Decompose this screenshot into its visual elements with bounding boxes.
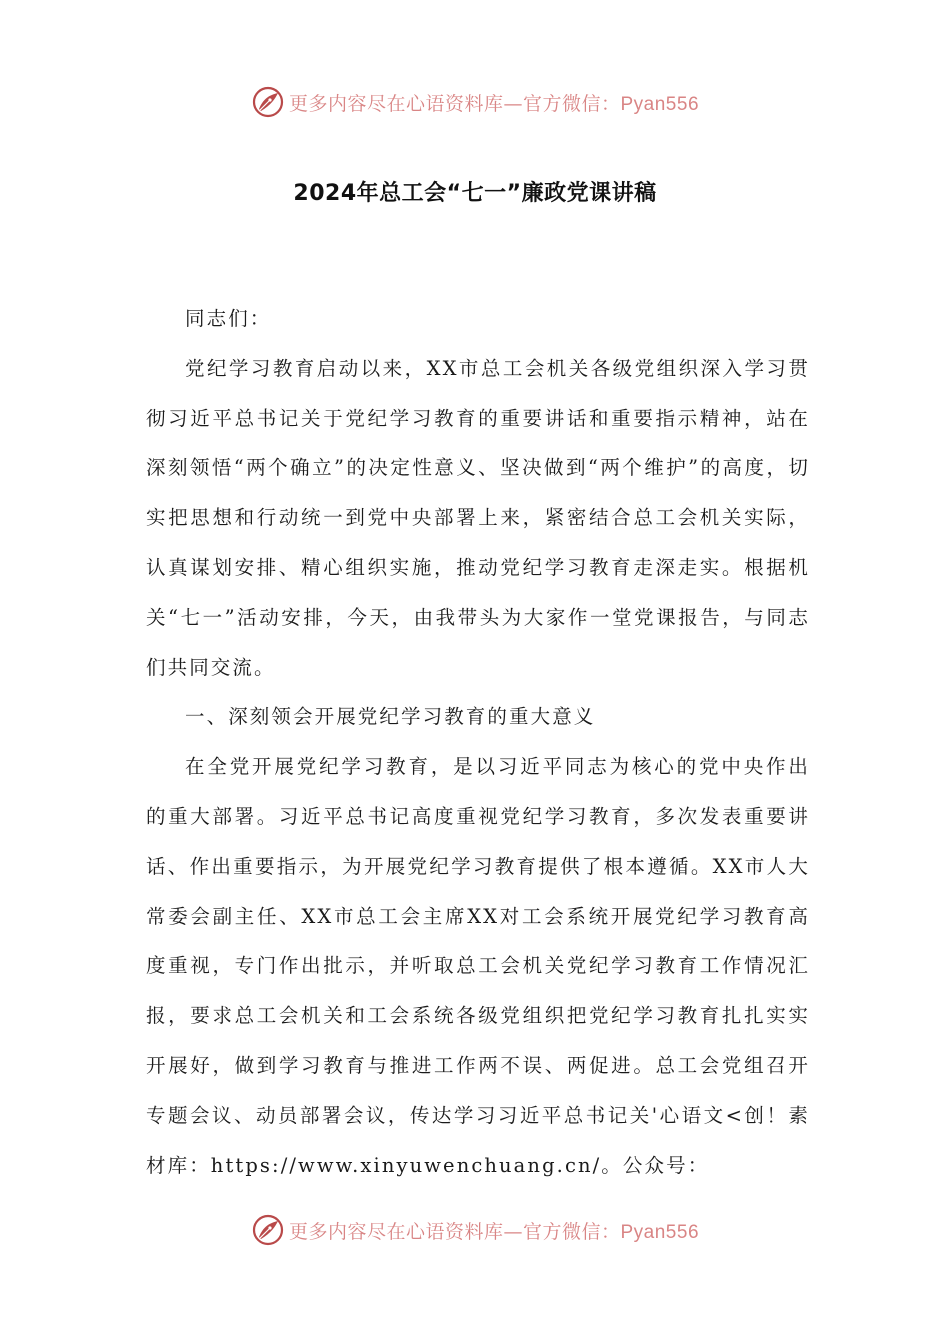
section-heading: 一、深刻领会开展党纪学习教育的重大意义: [185, 705, 596, 729]
document-title: 2024年总工会“七一”廉政党课讲稿: [293, 181, 657, 206]
wechat-id: Pyan556: [620, 1221, 700, 1243]
wechat-id: Pyan556: [620, 93, 700, 115]
body-paragraph: 党纪学习教育启动以来，XX市总工会机关各级党组织深入学习贯彻习近平总书记关于党纪学习教育的重要讲话和重要指示精神，站在深刻领悟“两个确立”的决定性意义、坚决做到“两个维护”的高度，切实把思想和行动统一到党中央部署上来，紧密结合总工会机关实际，认真谋划安排、精心组织实施，推动党纪学习教育走深走实。根据机关“七一”活动安排，今天，由我带头为大家作一堂党课报告，与同志们共同交流。: [146, 356, 810, 679]
banner-text: 更多内容尽在心语资料库—官方微信：Pyan556: [288, 1220, 700, 1243]
salutation-paragraph: 同志们：: [185, 307, 272, 330]
banner-text: 更多内容尽在心语资料库—官方微信：Pyan556: [288, 92, 700, 115]
footer-watermark-banner: [0, 1210, 950, 1250]
pen-nib-logo-icon: [251, 85, 285, 119]
body-paragraph: 在全党开展党纪学习教育，是以习近平同志为核心的党中央作出的重大部署。习近平总书记高度重视党纪学习教育，多次发表重要讲话、作出重要指示，为开展党纪学习教育提供了根本遵循。XX市人大常委会副主任、XX市总工会主席XX对工会系统开展党纪学习教育高度重视，专门作出批示，并听取总工会机关党纪学习教育工作情况汇报，要求总工会机关和工会系统各级党组织把党纪学习教育扎扎实实开展好，做到学习教育与推进工作两不误、两促进。总工会党组召开专题会议、动员部署会议，传达学习习近平总书记关'心语文<创！素材库：https://www.xinyuwenchuang.cn/。公众号：: [146, 755, 810, 1177]
pen-nib-logo-icon: [251, 1213, 285, 1247]
document-body: [146, 294, 810, 1190]
header-watermark-banner: [0, 82, 950, 122]
